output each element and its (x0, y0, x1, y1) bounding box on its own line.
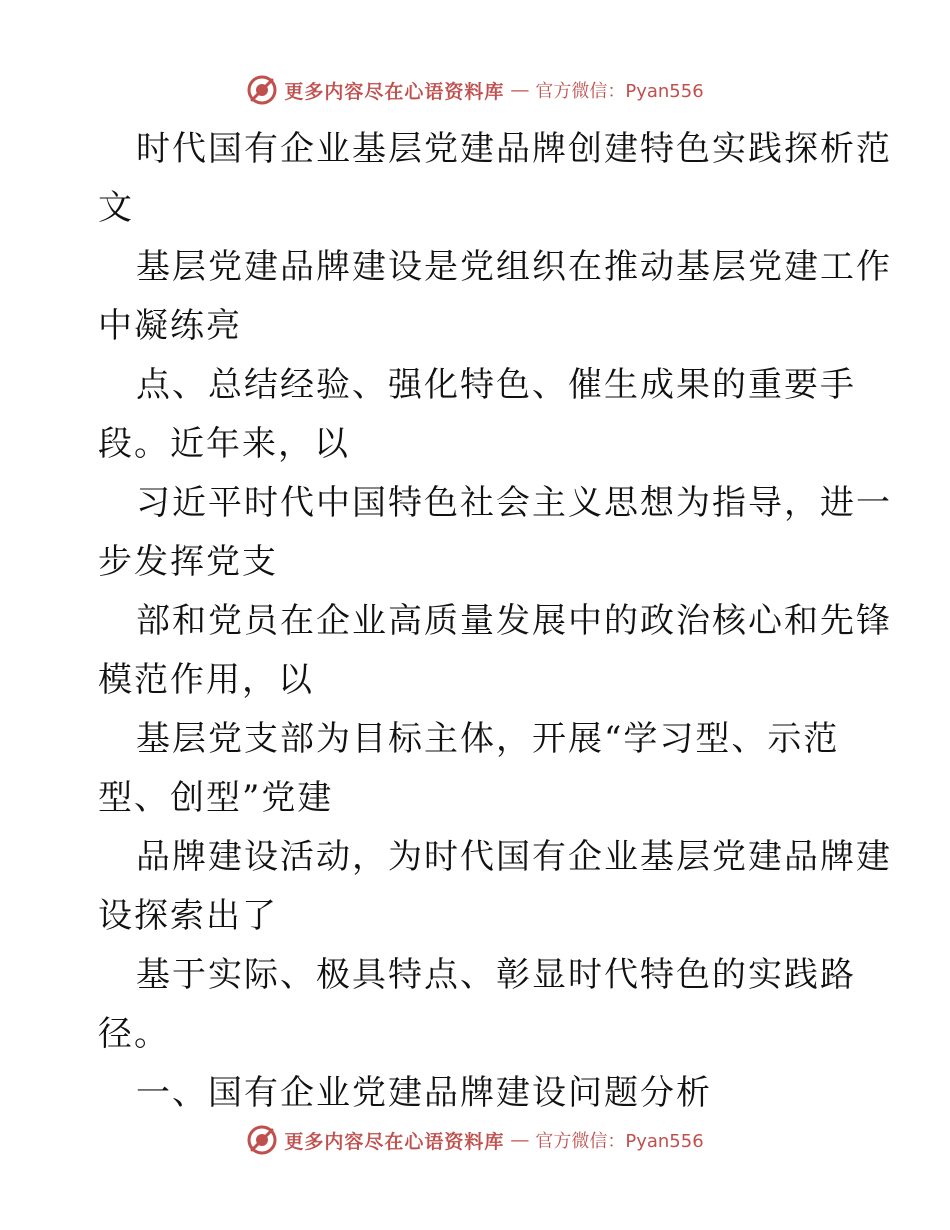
paragraph (98, 356, 858, 474)
paragraph-line: 设探索出了 (98, 896, 278, 936)
paragraph-line: 文 (98, 188, 134, 228)
paragraph-line: 部和党员在企业高质量发展中的政治核心和先锋 (136, 601, 892, 641)
brand-text: 更多内容尽在心语资料库 (284, 1130, 505, 1153)
wechat-text: 官方微信：Pyan556 (535, 1131, 704, 1152)
paragraph-line: 时代国有企业基层党建品牌创建特色实践探析范 (136, 129, 892, 169)
brand-logo-icon (246, 1124, 278, 1156)
paragraph-line: 基层党支部为目标主体，开展“学习型、示范 (136, 719, 840, 759)
paragraph-line: 型、创型”党建 (98, 778, 334, 818)
paragraph-line: 基层党建品牌建设是党组织在推动基层党建工作 (136, 247, 892, 287)
banner-separator: — (510, 1129, 530, 1151)
paragraph-line: 径。 (98, 1014, 170, 1054)
banner-separator: — (510, 79, 530, 101)
paragraph-line: 中凝练亮 (98, 306, 242, 346)
paragraph-line: 点、总结经验、强化特色、催生成果的重要手 (136, 365, 856, 405)
paragraph (98, 474, 892, 592)
brand-text: 更多内容尽在心语资料库 (284, 80, 505, 103)
paragraph-line: 习近平时代中国特色社会主义思想为指导，进一 (136, 483, 892, 523)
paragraph (98, 710, 858, 828)
paragraph (98, 238, 892, 356)
document-body (98, 120, 892, 1123)
section-heading: 一、国有企业党建品牌建设问题分析 (136, 1073, 712, 1113)
paragraph-line: 步发挥党支 (98, 542, 278, 582)
footer-banner (0, 1120, 950, 1160)
paragraph-line: 品牌建设活动，为时代国有企业基层党建品牌建 (136, 837, 892, 877)
paragraph-line: 段。近年来，以 (98, 424, 350, 464)
paragraph-line: 基于实际、极具特点、彰显时代特色的实践路 (136, 955, 856, 995)
brand-logo-icon (246, 74, 278, 106)
paragraph (98, 120, 892, 238)
paragraph (98, 946, 858, 1064)
paragraph-line: 模范作用，以 (98, 660, 314, 700)
header-banner (0, 70, 950, 110)
paragraph (98, 592, 892, 710)
paragraph (98, 828, 892, 946)
wechat-text: 官方微信：Pyan556 (535, 81, 704, 102)
